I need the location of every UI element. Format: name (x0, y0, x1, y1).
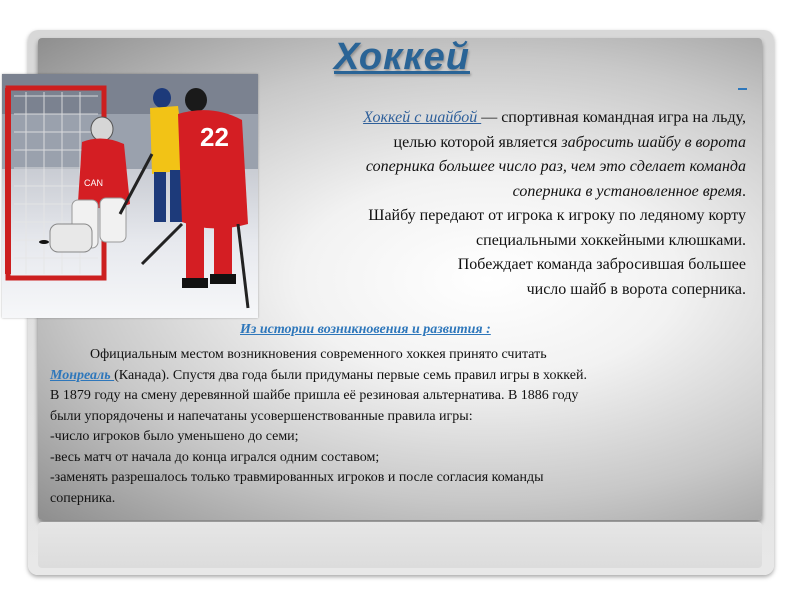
hockey-link[interactable]: Хоккей с шайбой (363, 109, 482, 126)
intro-line-7: Побеждает команда забросившая большее (457, 256, 746, 273)
intro-line-2-italic: забросить шайбу в ворота (561, 133, 746, 151)
history-line-2-rest: (Канада). Спустя два года были придуманы первые семь правил игры в хоккей. (114, 367, 587, 383)
rule-item-2: -весь матч от начала до конца игрался одним составом; (50, 449, 380, 465)
rule-item-1: -число игроков было уменьшено до семи; (50, 429, 299, 444)
intro-line-4-tail: . (742, 182, 746, 200)
history-line-4: были упорядочены и напечатаны усовершенствованные правила игры: (50, 408, 473, 424)
intro-line-1-rest: — спортивная командная игра на льду, (481, 109, 746, 126)
page-title: Хоккей (334, 36, 470, 78)
history-line-2 (50, 366, 750, 387)
intro-line-8: число шайб в ворота соперника. (526, 280, 746, 298)
history-paragraph (50, 345, 750, 509)
rule-item-3a: -заменять разрешалось только травмированных игроков и после согласия команды (50, 470, 544, 485)
intro-line-2 (226, 131, 746, 156)
intro-line-3 (226, 155, 746, 180)
svg-text:CAN: CAN (84, 178, 104, 188)
history-heading-link[interactable]: Из истории возникновения и развития : (240, 322, 491, 337)
intro-paragraph (226, 106, 746, 302)
decorative-dash (738, 88, 747, 90)
hockey-game-photo (2, 74, 258, 318)
svg-text:22: 22 (200, 122, 229, 152)
intro-line-4 (226, 180, 746, 205)
intro-line-6: специальными хоккейными клюшками. (476, 231, 746, 249)
history-line-1: Официальным местом возникновения современного хоккея принято считать (90, 347, 547, 362)
history-line-3: В 1879 году на смену деревянной шайбе пришла её резиновая альтернатива. В 1886 году (50, 388, 579, 403)
intro-line-3-italic: соперника большее число раз, чем это сделает команда (365, 158, 746, 175)
rule-item-3b: соперника. (50, 490, 116, 506)
slide-lower-bar (38, 522, 762, 568)
intro-line-1 (226, 106, 746, 131)
montreal-link[interactable]: Монреаль (50, 367, 115, 383)
intro-line-5: Шайбу передают от игрока к игроку по ледяному корту (368, 207, 746, 224)
intro-line-4-italic: соперника в установленное время (512, 182, 742, 200)
intro-line-2-plain: целью которой является (393, 133, 562, 151)
